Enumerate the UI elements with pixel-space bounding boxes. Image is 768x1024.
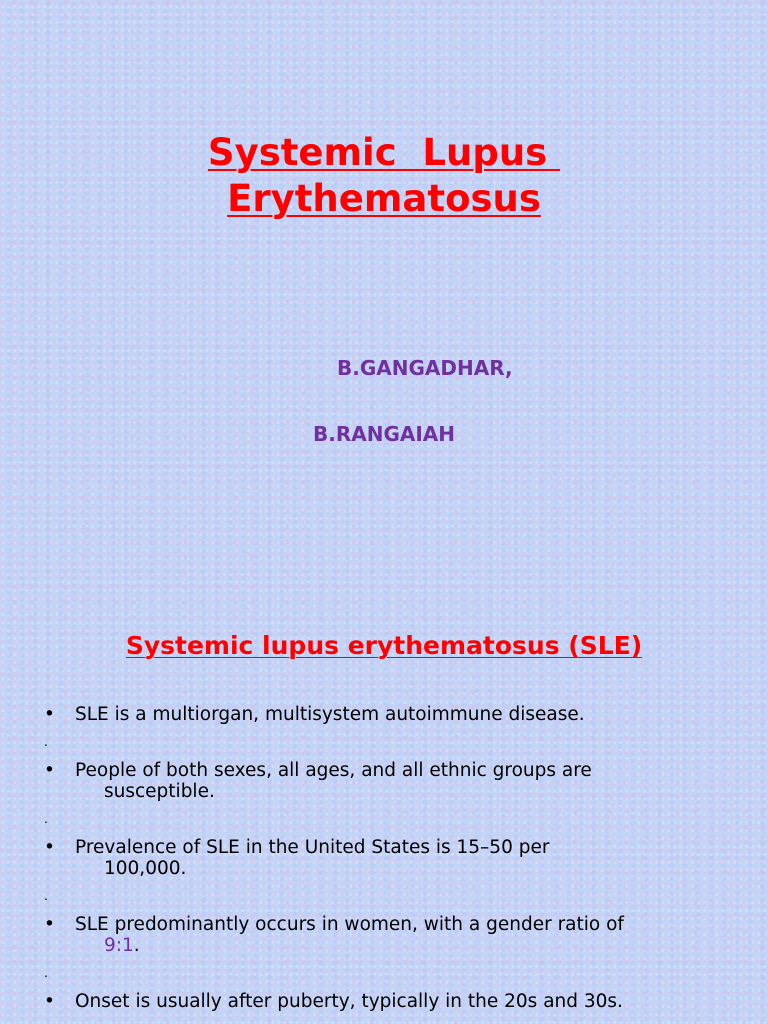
bullet-text [75, 837, 744, 879]
bullet-text [75, 991, 623, 1012]
bullet-item-5 [44, 991, 744, 1012]
bullet-spacer: . [44, 889, 48, 903]
bullet-spacer: . [44, 735, 48, 749]
author-name-1: B.GANGADHAR, [337, 356, 513, 380]
bullet-icon: • [44, 760, 55, 781]
section-title: Systemic lupus erythematosus (SLE) [125, 631, 643, 660]
bullet-item-2 [44, 760, 744, 802]
slide-title-line-1: Systemic Lupus [207, 131, 561, 174]
bullet-text-line: Prevalence of SLE in the United States is 15–50 per [75, 837, 550, 858]
bullet-item-4 [44, 914, 744, 956]
bullet-item-3 [44, 837, 744, 879]
bullet-spacer: . [44, 966, 48, 980]
bullet-icon: • [44, 914, 55, 935]
bullet-text-continuation [75, 935, 744, 956]
bullet-item-1 [44, 704, 744, 725]
bullet-icon: • [44, 837, 55, 858]
bullet-text-line: Onset is usually after puberty, typically in the 20s and 30s. [75, 991, 623, 1012]
slide-title [0, 130, 768, 222]
bullet-text-continuation: 100,000. [104, 858, 187, 879]
slide-title-line-2: Erythematosus [227, 177, 541, 220]
bullet-text-line: SLE predominantly occurs in women, with a gender ratio of [75, 914, 624, 935]
bullet-text-continuation: susceptible. [104, 781, 215, 802]
bullet-text-line: SLE is a multiorgan, multisystem autoimmune disease. [75, 704, 585, 725]
bullet-text [75, 914, 744, 956]
bullet-icon: • [44, 704, 55, 725]
author-name-2: B.RANGAIAH [313, 422, 456, 446]
bullet-text-line: People of both sexes, all ages, and all ethnic groups are [75, 760, 592, 781]
gender-ratio-value: 9:1 [104, 935, 134, 956]
bullet-text-tail: . [133, 935, 140, 956]
bullet-icon: • [44, 991, 55, 1012]
bullet-list [44, 704, 744, 1012]
bullet-text [75, 760, 744, 802]
bullet-text [75, 704, 585, 725]
bullet-spacer: . [44, 812, 48, 826]
